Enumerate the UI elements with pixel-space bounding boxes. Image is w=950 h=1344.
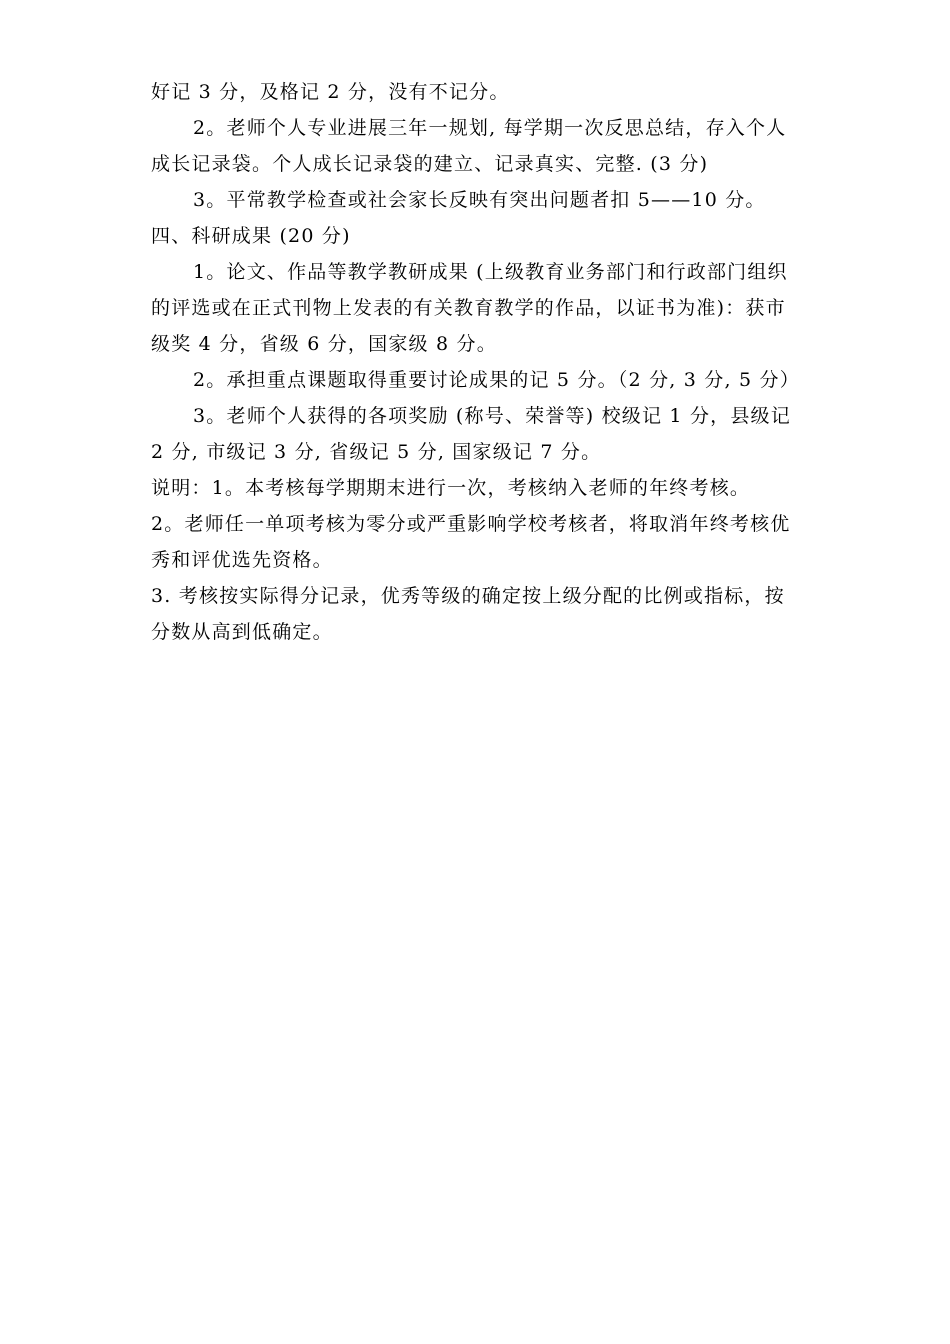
note-line: 3. 考核按实际得分记录，优秀等级的确定按上级分配的比例或指标，按: [151, 585, 785, 607]
note-line: 2。老师任一单项考核为零分或严重影响学校考核者，将取消年终考核优: [151, 513, 791, 535]
text-line: 好记 3 分，及格记 2 分，没有不记分。: [151, 81, 510, 103]
note-line: 说明：1。本考核每学期期末进行一次，考核纳入老师的年终考核。: [151, 477, 751, 499]
text-line: 2。承担重点课题取得重要讨论成果的记 5 分。（2 分, 3 分, 5 分）: [193, 369, 800, 391]
note-line: 分数从高到低确定。: [151, 621, 333, 643]
document-page: [151, 74, 857, 650]
text-line: 1。论文、作品等教学教研成果 (上级教育业务部门和行政部门组织: [193, 261, 788, 283]
text-line: 2 分, 市级记 3 分, 省级记 5 分, 国家级记 7 分。: [151, 441, 602, 463]
note-line: 秀和评优选先资格。: [151, 549, 333, 571]
text-line: 成长记录袋。个人成长记录袋的建立、记录真实、完整. (3 分): [151, 153, 709, 175]
text-line: 3。老师个人获得的各项奖励 (称号、荣誉等) 校级记 1 分，县级记: [193, 405, 791, 427]
text-line: 级奖 4 分，省级 6 分，国家级 8 分。: [151, 333, 497, 355]
text-line: 的评选或在正式刊物上发表的有关教育教学的作品，以证书为准)：获市: [151, 297, 786, 319]
text-line: 2。老师个人专业进展三年一规划, 每学期一次反思总结，存入个人: [193, 117, 787, 139]
section-heading: 四、科研成果 (20 分): [151, 225, 351, 247]
text-line: 3。平常教学检查或社会家长反映有突出问题者扣 5——10 分。: [193, 189, 766, 211]
